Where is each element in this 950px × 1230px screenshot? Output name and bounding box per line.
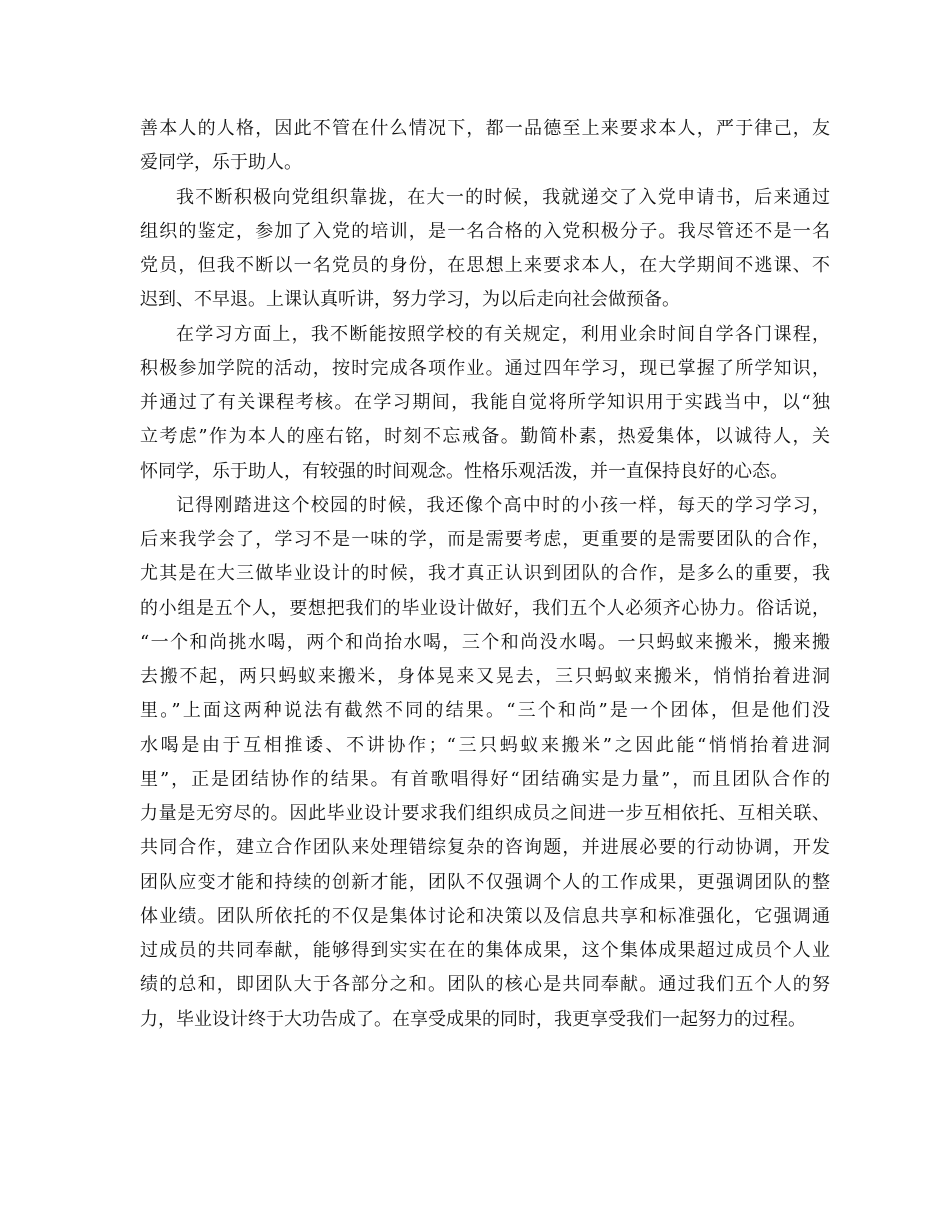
text-line: 里”，正是团结协作的结果。有首歌唱得好“团结确实是力量”，而且团队合作的 (140, 768, 830, 790)
text-line: 力量是无穷尽的。因此毕业设计要求我们组织成员之间进一步互相依托、互相关联、 (140, 803, 830, 824)
text-line: 力，毕业设计终于大功告成了。在享受成果的同时，我更享受我们一起努力的过程。 (140, 1008, 806, 1030)
text-line: 立考虑”作为本人的座右铭，时刻不忘戒备。勤简朴素，热爱集体，以诚待人，关 (140, 426, 830, 448)
text-line: 去搬不起，两只蚂蚁来搬米，身体晃来又晃去，三只蚂蚁来搬米，悄悄抬着进洞 (140, 666, 830, 687)
text-line: 组织的鉴定，参加了入党的培训，是一名合格的入党积极分子。我尽管还不是一名 (140, 220, 830, 242)
text-line: 善本人的人格，因此不管在什么情况下，都一品德至上来要求本人，严于律己，友 (140, 118, 830, 139)
text-line: 我不断积极向党组织靠拢，在大一的时候，我就递交了入党申请书，后来通过 (176, 186, 830, 208)
text-line: 在学习方面上，我不断能按照学校的有关规定，利用业余时间自学各门课程， (176, 323, 830, 345)
text-line: 并通过了有关课程考核。在学习期间，我能自觉将所学知识用于实践当中，以“独 (140, 392, 830, 413)
text-line: 体业绩。团队所依托的不仅是集体讨论和决策以及信息共享和标准强化，它强调通 (140, 905, 830, 927)
text-line: 尤其是在大三做毕业设计的时候，我才真正认识到团队的合作，是多么的重要，我 (140, 563, 830, 585)
text-line: 绩的总和，即团队大于各部分之和。团队的核心是共同奉献。通过我们五个人的努 (140, 974, 830, 996)
text-line: 积极参加学院的活动，按时完成各项作业。通过四年学习，现已掌握了所学知识， (140, 357, 830, 379)
text-line: 怀同学，乐于助人，有较强的时间观念。性格乐观活泼，并一直保持良好的心态。 (140, 460, 788, 482)
body-text (140, 112, 830, 1037)
text-line: 爱同学，乐于助人。 (140, 152, 302, 174)
text-line: 里。”上面这两种说法有截然不同的结果。“三个和尚”是一个团体，但是他们没 (140, 700, 830, 722)
text-line: 记得刚踏进这个校园的时候，我还像个高中时的小孩一样，每天的学习学习， (176, 494, 830, 516)
text-line: 水喝是由于互相推诿、不讲协作；“三只蚂蚁来搬米”之因此能“悄悄抬着进洞 (140, 734, 830, 756)
text-line: 的小组是五个人，要想把我们的毕业设计做好，我们五个人必须齐心协力。俗话说， (140, 597, 830, 619)
text-line: 共同合作，建立合作团队来处理错综复杂的咨询题，并进展必要的行动协调，开发 (140, 837, 830, 859)
text-line: 迟到、不早退。上课认真听讲，努力学习，为以后走向社会做预备。 (140, 289, 680, 311)
text-line: 后来我学会了，学习不是一味的学，而是需要考虑，更重要的是需要团队的合作， (140, 529, 830, 550)
text-line: “一个和尚挑水喝，两个和尚抬水喝，三个和尚没水喝。一只蚂蚁来搬米，搬来搬 (140, 631, 830, 653)
text-line: 党员，但我不断以一名党员的身份，在思想上来要求本人，在大学期间不逃课、不 (140, 255, 830, 276)
text-line: 团队应变才能和持续的创新才能，团队不仅强调个人的工作成果，更强调团队的整 (140, 871, 830, 893)
text-line: 过成员的共同奉献，能够得到实实在在的集体成果，这个集体成果超过成员个人业 (140, 940, 830, 961)
